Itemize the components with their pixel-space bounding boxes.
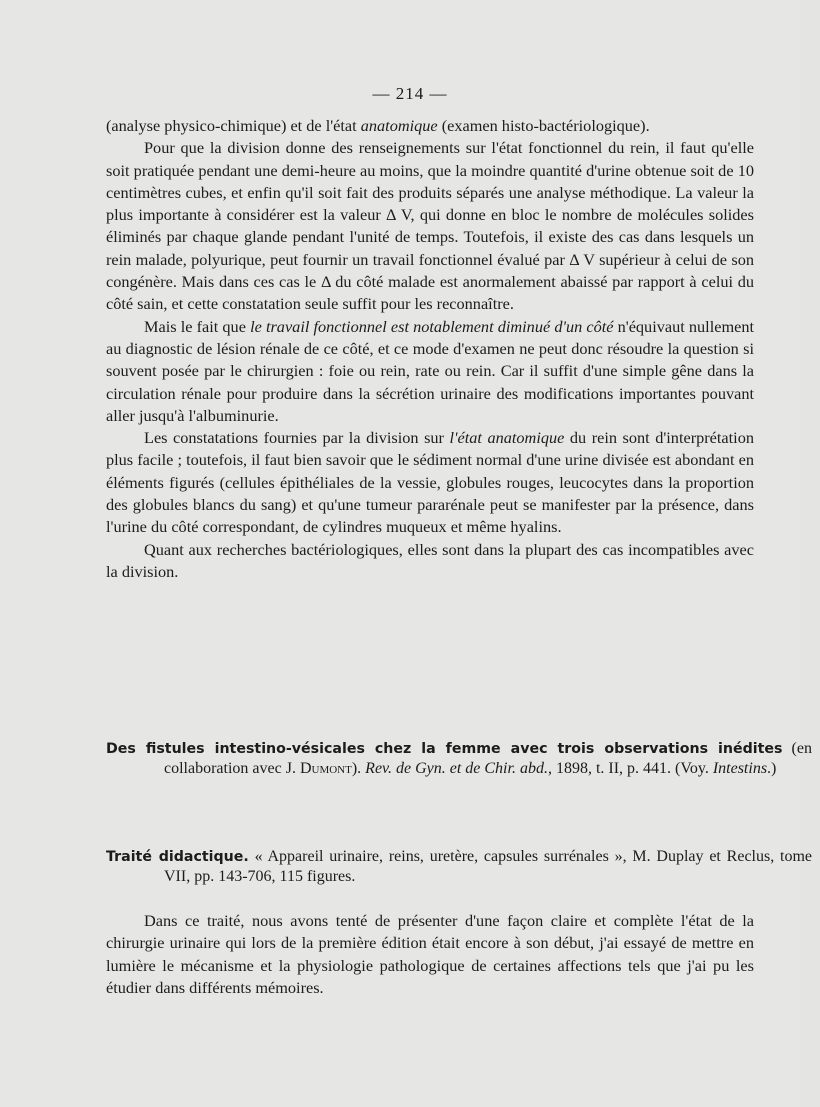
text-run: Mais le fait que [144,316,251,336]
italic-phrase: le travail fonctionnel est notablement diminué d'un côté [250,316,614,336]
text-run: , 1898, t. II, p. 441. (Voy. [547,760,713,777]
bibliography-entry-traite [106,847,812,887]
text-run: Les constatations fournies par la division sur [144,428,450,448]
bibliography-entry-fistules [106,739,812,779]
italic-term: l'état anatomique [449,428,565,448]
body-section-2 [106,910,754,999]
paragraph: Pour que la division donne des renseignements sur l'état fonctionnel du rein, il faut qu'elle soit pratiquée pendant une demi-heure au moins, que la moindre quantité d'urine obtenue soit de 10 centimètres cubes, et enfin qu'il soit fait des produits séparés une analyse méthodique. La valeur la plus importante à considérer est la valeur Δ V, qui donne en bloc le nombre de molécules solides éliminés par chaque glande pendant l'unité de temps. Toutefois, il existe des cas dans lesquels un rein malade, polyurique, peut fournir un travail fonctionnel évalué par Δ V supérieur à celui de son congénère. Mais dans ces cas le Δ du côté malade est anormalement abaissé par rapport à celui du côté sain, et cette constatation seule suffit pour les reconnaître. [106,138,754,314]
text-run: du rein sont d'interprétation plus facile ; toutefois, il faut bien savoir que le sédiment normal d'une urine divisée est abondant en éléments figurés (cellules épithéliales de la vessie, globules rouges, leucocytes dans la proportion des globules blancs du sang) et qu'une tumeur pararénale peut se manifester par la présence, dans l'urine du côté correspondant, de cylindres muqueux et même hyalins. [106,428,754,537]
entry-heading: Traité didactique. [106,849,249,865]
text-run: n'équivaut nullement au diagnostic de lésion rénale de ce côté, et ce mode d'examen ne peut donc résoudre la question si souvent posée par le chirurgien : foie ou rein, rate ou rein. Car il suffit d'une simple gêne dans la circulation rénale pour produire dans la sécrétion urinaire des modifications importantes pouvant aller jusqu'à l'albuminurie. [106,316,755,425]
text-run: (examen histo-bactériologique). [437,116,650,135]
text-run: (analyse physico-chimique) et de l'état [106,116,361,135]
text-run: (en collaboration avec J. [164,740,812,777]
page-number: — 214 — [372,84,448,103]
text-run: .) [767,760,777,777]
text-run: « Appareil urinaire, reins, uretère, capsules surrénales », M. Duplay et Reclus, tome VII, pp. 143-706, 115 figures. [164,848,813,885]
author-name: Dumont [299,760,352,777]
entry-heading: Des fistules intestino-vésicales chez la femme avec trois observations inédites [106,741,783,757]
body-section-1 [106,115,754,583]
text-run: ). [351,760,366,777]
journal-title: Rev. de Gyn. et de Chir. abd. [365,760,548,777]
paragraph-continuation [106,115,754,137]
paragraph [106,427,754,538]
italic-term: anatomique [360,116,438,135]
paragraph [106,316,754,427]
paragraph: Dans ce traité, nous avons tenté de présenter d'une façon claire et complète l'état de la chirurgie urinaire qui lors de la première édition était encore à son début, j'ai essayé de mettre en lumière le mécanisme et la physiologie pathologique de certaines affections tels que j'ai pu les étudier dans différents mémoires. [106,911,754,997]
cross-reference: Intestins [712,760,768,777]
paragraph: Quant aux recherches bactériologiques, elles sont dans la plupart des cas incompatibles avec la division. [106,539,754,581]
